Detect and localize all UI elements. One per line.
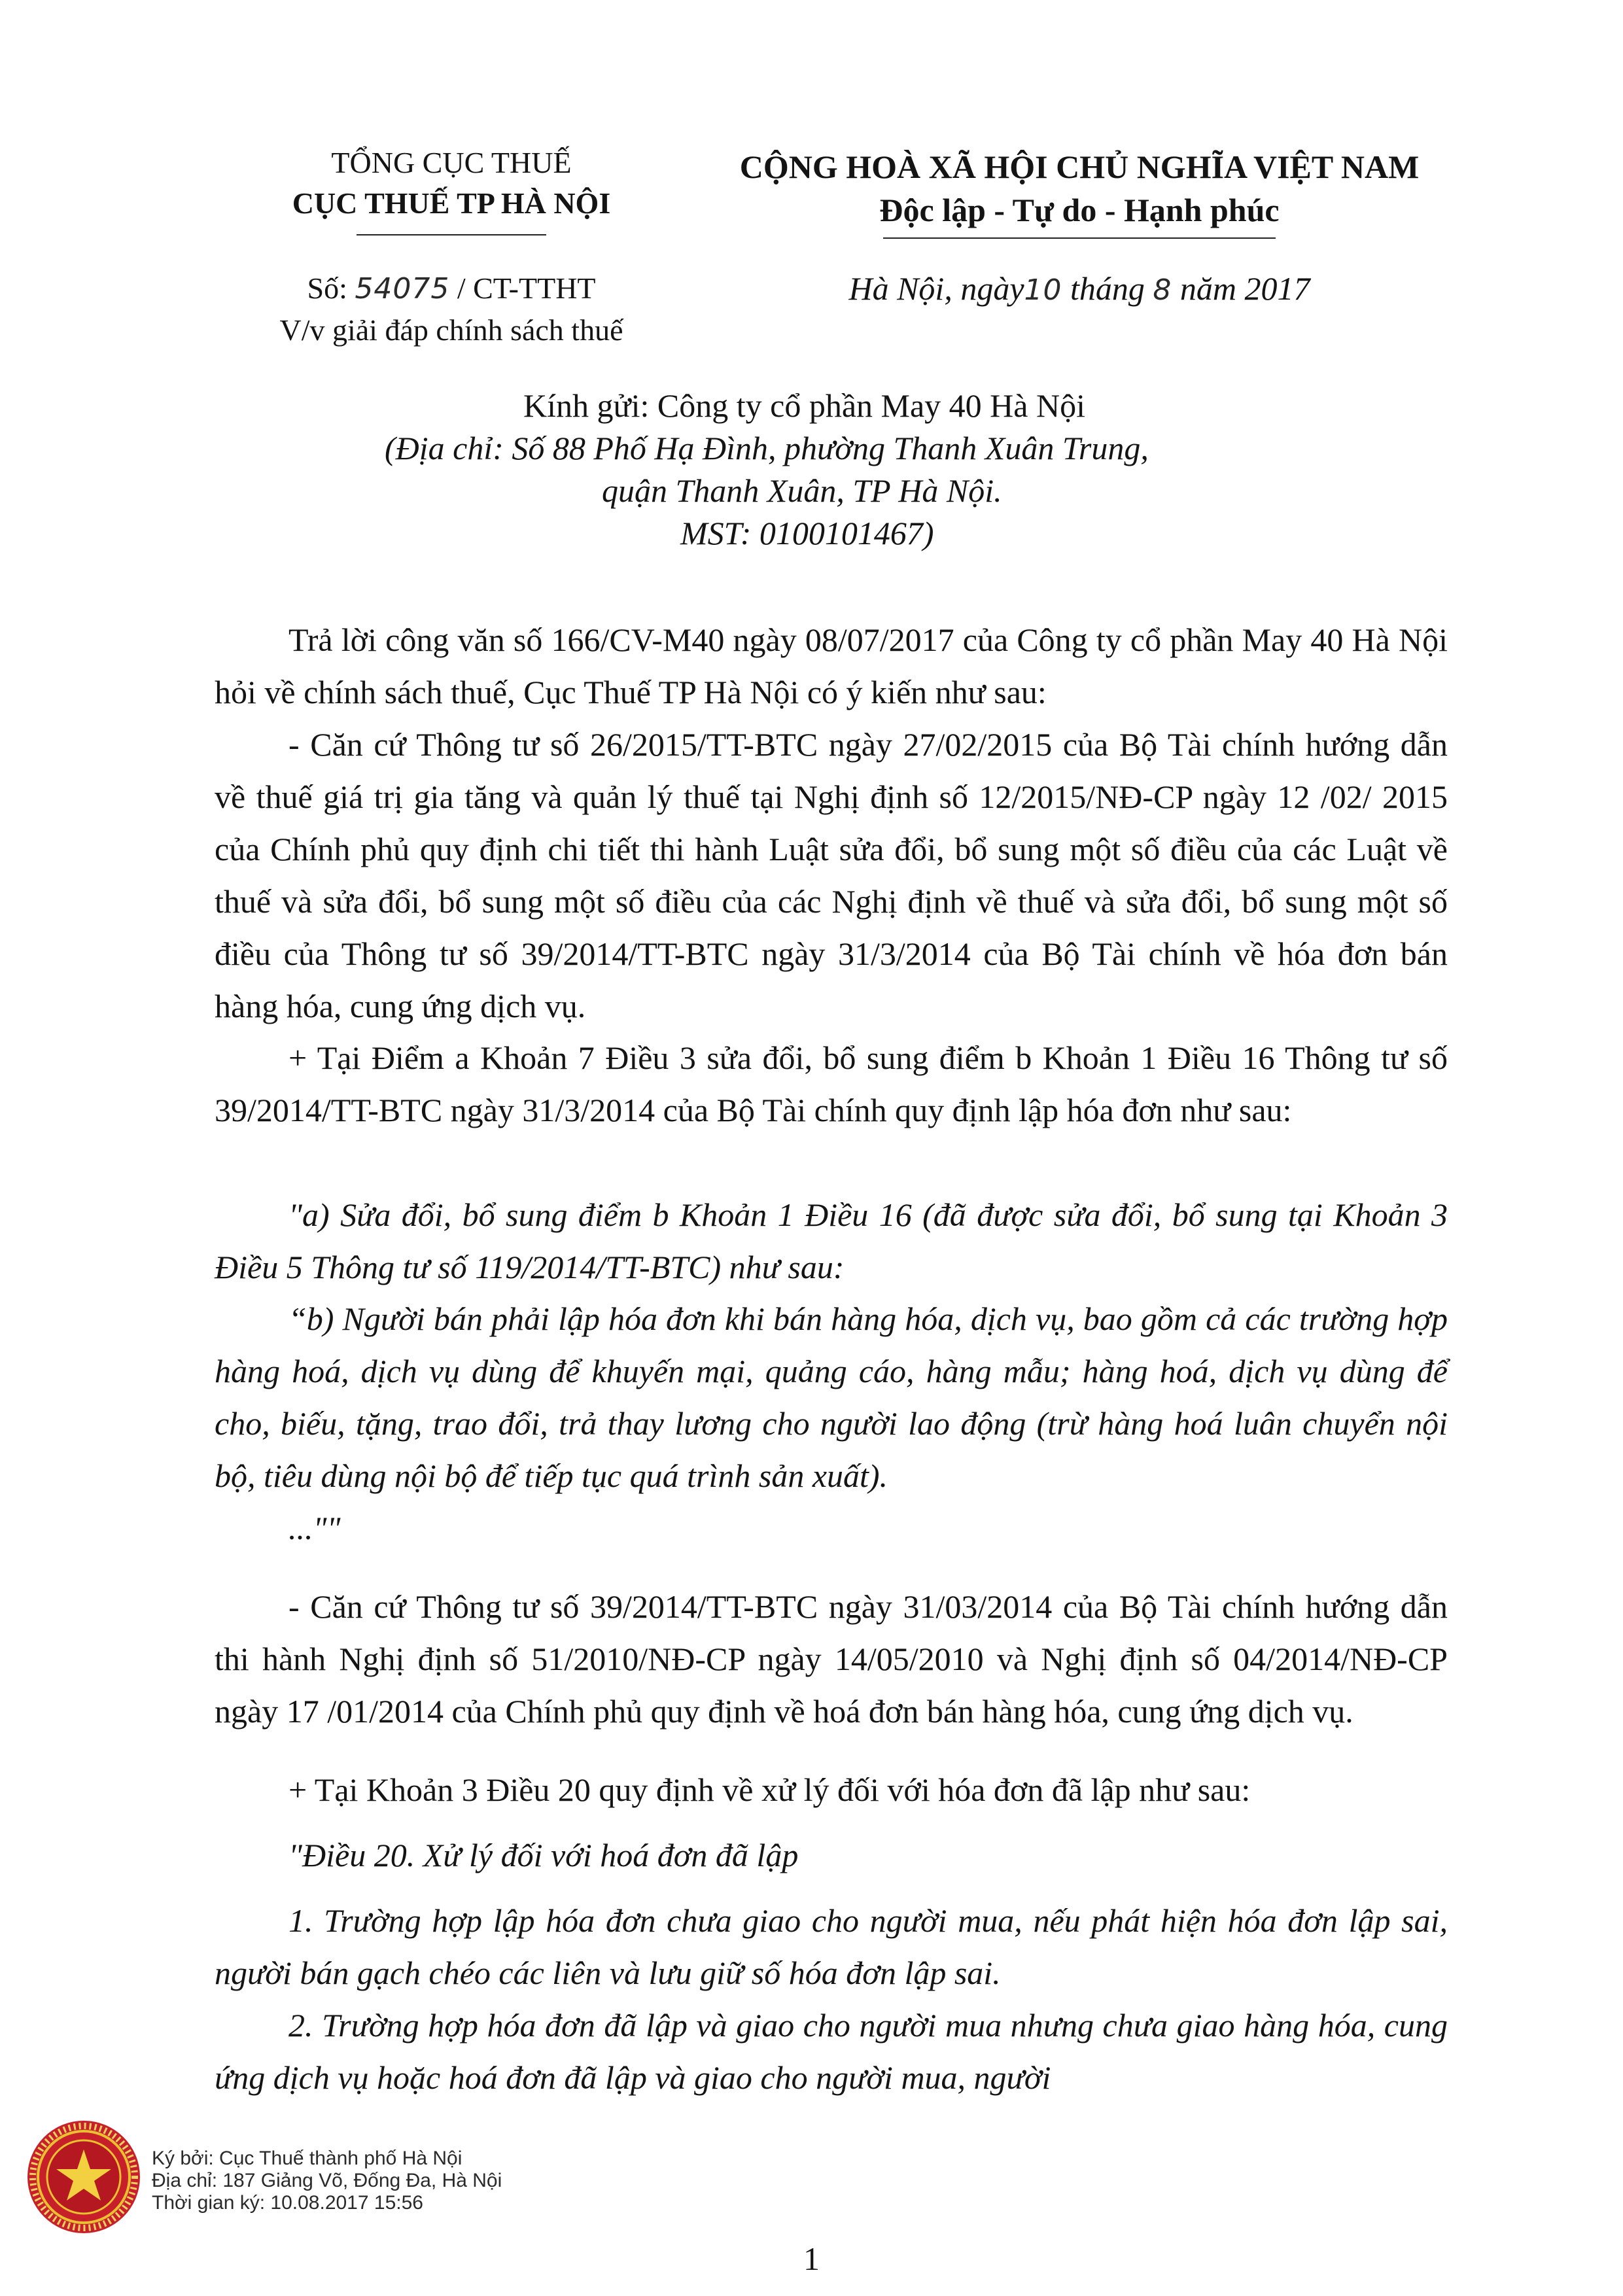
recipient-line4: MST: 0100101467) <box>680 515 934 551</box>
country-name: CỘNG HOÀ XÃ HỘI CHỦ NGHĨA VIỆT NAM <box>739 148 1420 185</box>
recipient-line2: (Địa chỉ: Số 88 Phố Hạ Đình, phường Thanh Xuân Trung, <box>385 430 1149 466</box>
motto-underline <box>883 237 1276 239</box>
date-part1: Hà Nội, ngày <box>848 270 1024 307</box>
body-paragraph-3: + Tại Điểm a Khoản 7 Điều 3 sửa đổi, bổ sung điểm b Khoản 1 Điều 16 Thông tư số 39/2014/TT-BTC ngày 31/3/2014 của Bộ Tài chính quy định lập hóa đơn như sau: <box>215 1039 1448 1128</box>
body-paragraph-2: - Căn cứ Thông tư số 26/2015/TT-BTC ngày 27/02/2015 của Bộ Tài chính hướng dẫn về thuế giá trị gia tăng và quản lý thuế tại Nghị định số 12/2015/NĐ-CP ngày 12 /02/ 2015 của Chính phủ quy định chi tiết thi hành Luật sửa đổi, bổ sung một số điều của các Luật về thuế và sửa đổi, bổ sung một số điều của các Nghị định về thuế và sửa đổi, bổ sung một số điều của Thông tư số 39/2014/TT-BTC ngày 31/3/2014 của Bộ Tài chính về hóa đơn bán hàng hóa, cung ứng dịch vụ. <box>215 726 1448 1024</box>
department-name: CỤC THUẾ TP HÀ NỘI <box>292 186 611 220</box>
body-paragraph-5: “b) Người bán phải lập hóa đơn khi bán hàng hóa, dịch vụ, bao gồm cả các trường hợp hàng hoá, dịch vụ dùng để khuyến mại, quảng cáo, hàng mẫu; hàng hoá, dịch vụ dùng để cho, biếu, tặng, trao đổi, trả thay lương cho người lao động (trừ hàng hoá luân chuyển nội bộ, tiêu dùng nội bộ để tiếp tục quá trình sản xuất). <box>215 1300 1448 1494</box>
recipient-block <box>0 385 1623 555</box>
body-paragraph-4: "a) Sửa đổi, bổ sung điểm b Khoản 1 Điều 16 (đã được sửa đổi, bổ sung tại Khoản 3 Điều 5 Thông tư số 119/2014/TT-BTC) như sau: <box>215 1196 1448 1285</box>
number-prefix: Số: <box>307 271 347 305</box>
header-right <box>693 145 1465 232</box>
body-paragraph-8: + Tại Khoản 3 Điều 20 quy định về xử lý đối với hóa đơn đã lập như sau: <box>288 1771 1251 1808</box>
subject-line: V/v giải đáp chính sách thuế <box>279 313 623 347</box>
recipient-line3: quận Thanh Xuân, TP Hà Nội. <box>602 472 1002 509</box>
national-motto: Độc lập - Tự do - Hạnh phúc <box>879 192 1280 228</box>
signature-address: Địa chỉ: 187 Giảng Võ, Đống Đa, Hà Nội <box>152 2170 502 2191</box>
date-part2: tháng <box>1070 270 1145 307</box>
body-paragraph-10: 1. Trường hợp lập hóa đơn chưa giao cho người mua, nếu phát hiện hóa đơn lập sai, người bán gạch chéo các liên và lưu giữ số hóa đơn lập sai. <box>215 1902 1448 1991</box>
date-line <box>693 268 1465 311</box>
number-suffix: / CT-TTHT <box>457 271 596 305</box>
header-left <box>216 143 687 224</box>
agency-name: TỔNG CỤC THUẾ <box>331 146 572 179</box>
digital-signature <box>152 2148 502 2214</box>
handwritten-day: 10 <box>1024 273 1062 307</box>
handwritten-month: 8 <box>1153 273 1172 307</box>
signature-time: Thời gian ký: 10.08.2017 15:56 <box>152 2192 423 2214</box>
header-left-underline <box>357 234 546 235</box>
date-part3: năm 2017 <box>1179 270 1310 307</box>
page-number: 1 <box>803 2240 820 2277</box>
body-paragraph-11: 2. Trường hợp hóa đơn đã lập và giao cho người mua nhưng chưa giao hàng hóa, cung ứng dịch vụ hoặc hoá đơn đã lập và giao cho người mua, người <box>215 2007 1448 2096</box>
body-paragraph-1: Trả lời công văn số 166/CV-M40 ngày 08/07/2017 của Công ty cổ phần May 40 Hà Nội hỏi về chính sách thuế, Cục Thuế TP Hà Nội có ý kiến như sau: <box>215 621 1448 710</box>
recipient-line1: Kính gửi: Công ty cổ phần May 40 Hà Nội <box>523 387 1085 424</box>
body-paragraph-9: "Điều 20. Xử lý đối với hoá đơn đã lập <box>288 1837 799 1873</box>
document-number <box>216 268 687 309</box>
signature-signed-by: Ký bởi: Cục Thuế thành phố Hà Nội <box>152 2148 462 2169</box>
body-paragraph-6: ..."" <box>288 1510 341 1546</box>
official-seal-icon <box>25 2118 143 2236</box>
handwritten-number: 54075 <box>355 272 450 305</box>
body-paragraph-7: - Căn cứ Thông tư số 39/2014/TT-BTC ngày 31/03/2014 của Bộ Tài chính hướng dẫn thi hành Nghị định số 51/2010/NĐ-CP ngày 14/05/2010 và Nghị định số 04/2014/NĐ-CP ngày 17 /01/2014 của Chính phủ quy định về hoá đơn bán hàng hóa, cung ứng dịch vụ. <box>215 1588 1448 1730</box>
